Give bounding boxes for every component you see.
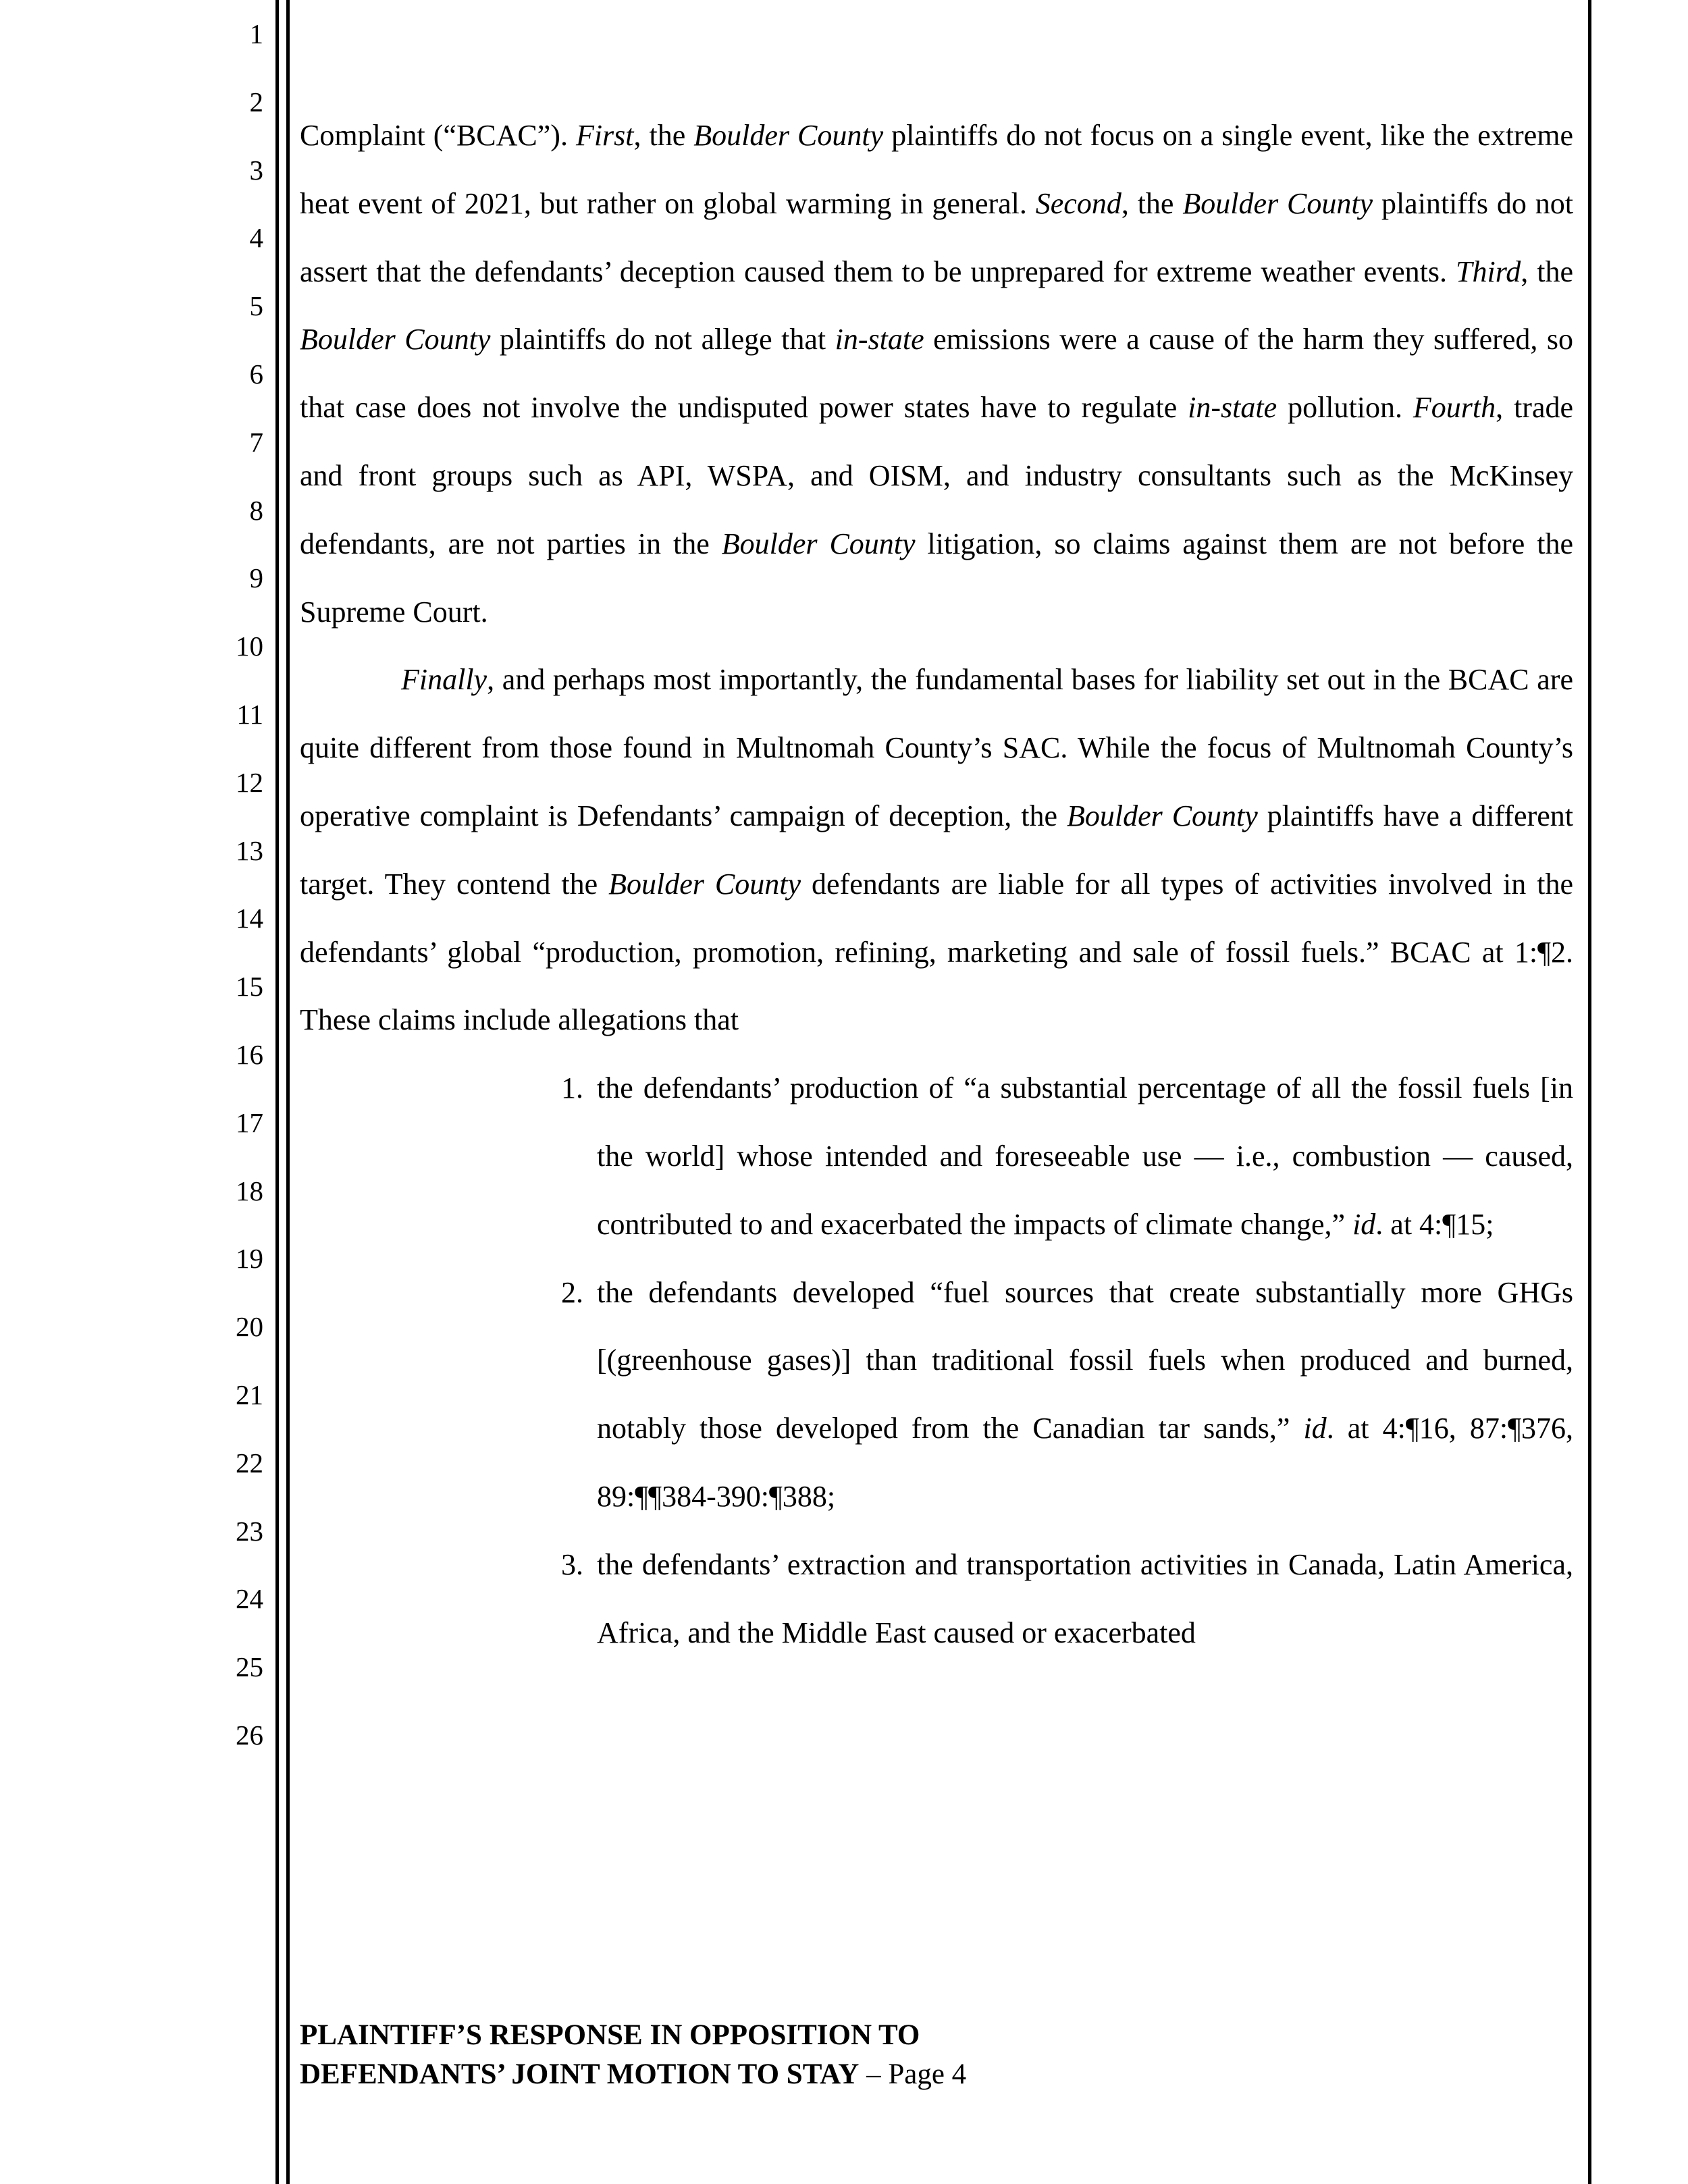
italic-case-name: Boulder County <box>1066 799 1258 832</box>
text-run: plaintiffs do not assert that the defendants’ deception caused them to be unprepared for extreme weather events. <box>300 186 1573 288</box>
line-number: 10 <box>236 631 263 662</box>
paragraph-finally <box>300 646 1573 1055</box>
text-run: , the <box>1121 186 1183 220</box>
line-number: 17 <box>236 1107 263 1138</box>
italic-case-name: Third <box>1456 255 1521 288</box>
footer-line-2-wrapper <box>300 2055 1583 2094</box>
line-number: 5 <box>249 290 263 322</box>
left-inner-rule <box>286 0 290 2184</box>
italic-case-name: Boulder County <box>721 527 916 560</box>
allegation-text <box>597 1548 1573 1649</box>
italic-case-name: in-state <box>835 323 924 356</box>
line-number: 26 <box>236 1719 263 1751</box>
allegation-item <box>421 1531 1573 1668</box>
italic-case-name: Boulder County <box>300 323 491 356</box>
line-number: 16 <box>236 1038 263 1070</box>
footer-line-1: PLAINTIFF’S RESPONSE IN OPPOSITION TO <box>300 2019 920 2051</box>
allegation-number: 1. <box>561 1071 583 1105</box>
text-run: emissions were a cause of the harm they suffered, so that case does not involve the undisputed power states have to regulate <box>300 323 1573 425</box>
allegation-number: 2. <box>561 1275 583 1309</box>
text-run: the defendants developed “fuel sources that create substantially more GHGs [(greenhouse gases)] than traditional fossil fuels when produced and burned, notably those developed from the Canadian tar sands,” <box>597 1275 1573 1445</box>
document-footer <box>300 2016 1583 2094</box>
footer-line-2: DEFENDANTS’ JOINT MOTION TO STAY <box>300 2058 860 2090</box>
text-run: the defendants’ extraction and transportation activities in Canada, Latin America, Africa, and the Middle East caused or exacerbated <box>597 1547 1573 1649</box>
line-number: 15 <box>236 971 263 1003</box>
paragraph-first-through-fourth <box>300 102 1573 646</box>
text-run: Complaint (“BCAC”). <box>300 119 576 152</box>
text-run: plaintiffs have a different target. They contend the <box>300 799 1573 901</box>
line-number: 7 <box>249 426 263 458</box>
line-number: 11 <box>236 698 263 730</box>
line-number: 3 <box>249 154 263 186</box>
allegation-text <box>597 1276 1573 1513</box>
top-margin-spacer <box>300 0 1573 102</box>
right-margin-rule <box>1588 0 1591 2184</box>
italic-case-name: Finally <box>401 663 487 697</box>
line-number: 18 <box>236 1175 263 1206</box>
line-number: 19 <box>236 1243 263 1275</box>
italic-case-name: Boulder County <box>693 119 884 152</box>
italic-case-name: in-state <box>1188 391 1277 425</box>
line-number: 23 <box>236 1515 263 1547</box>
text-run: , trade and front groups such as API, WSPA, and OISM, and industry consultants such as the McKinsey defendants, are not parties in the <box>300 391 1573 560</box>
line-number: 20 <box>236 1311 263 1343</box>
text-run: . at 4:¶15; <box>1375 1207 1494 1241</box>
text-run: , the <box>633 119 694 152</box>
text-run: pollution. <box>1277 391 1413 425</box>
italic-case-name: Second <box>1035 186 1122 220</box>
line-number: 12 <box>236 766 263 798</box>
italic-case-name: First <box>575 119 634 152</box>
line-number: 22 <box>236 1447 263 1479</box>
text-run: , and perhaps most importantly, the fundamental bases for liability set out in the BCAC are quite different from those found in Multnomah County’s SAC. While the focus of Multnomah County’s operative complaint is Defendants’ campaign of deception, the <box>300 663 1573 832</box>
italic-case-name: id <box>1303 1412 1327 1445</box>
line-number: 14 <box>236 903 263 934</box>
line-number: 13 <box>236 834 263 866</box>
line-number: 6 <box>249 358 263 390</box>
allegation-number: 3. <box>561 1547 583 1581</box>
line-number: 25 <box>236 1651 263 1683</box>
italic-case-name: Boulder County <box>1182 186 1373 220</box>
line-number: 21 <box>236 1379 263 1410</box>
text-run: litigation, so claims against them are not before the Supreme Court. <box>300 527 1573 629</box>
allegations-list <box>300 1055 1573 1667</box>
italic-case-name: Fourth <box>1413 391 1496 425</box>
allegation-text <box>597 1071 1573 1241</box>
text-run: plaintiffs do not allege that <box>490 323 835 356</box>
text-run: the defendants’ production of “a substantial percentage of all the fossil fuels [in the world] whose intended and foreseeable use — i.e., combustion — caused, contributed to and exacerbated the impacts of climate change,” <box>597 1071 1573 1241</box>
line-number: 9 <box>249 562 263 594</box>
page-number-label: – Page 4 <box>859 2058 967 2090</box>
italic-case-name: id <box>1352 1207 1376 1241</box>
text-run: defendants are liable for all types of activities involved in the defendants’ global “production, promotion, refining, marketing and sale of fossil fuels.” BCAC at 1:¶2. These claims include allegations that <box>300 867 1573 1037</box>
document-body <box>300 0 1573 1667</box>
allegation-item <box>421 1055 1573 1258</box>
line-number: 1 <box>249 18 263 49</box>
text-run: . at 4:¶16, 87:¶376, 89:¶¶384-390:¶388; <box>597 1412 1573 1513</box>
line-number: 2 <box>249 86 263 117</box>
line-number: 8 <box>249 494 263 526</box>
allegation-item <box>421 1259 1573 1531</box>
italic-case-name: Boulder County <box>608 867 801 901</box>
line-number: 24 <box>236 1583 263 1615</box>
line-number-gutter <box>162 0 263 1769</box>
text-run: plaintiffs do not focus on a single event, like the extreme heat event of 2021, but rather on global warming in general. <box>300 119 1573 220</box>
left-outer-rule <box>275 0 279 2184</box>
line-number: 4 <box>249 222 263 254</box>
text-run: , the <box>1521 255 1573 288</box>
